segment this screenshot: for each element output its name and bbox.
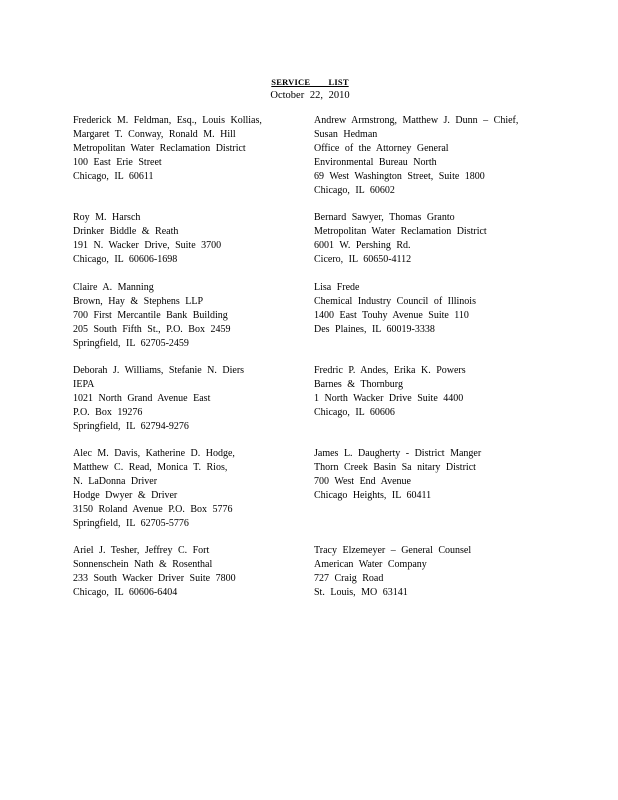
entry-line: Bernard Sawyer, Thomas Granto <box>314 212 455 223</box>
entry-line: N. LaDonna Driver <box>73 476 158 487</box>
entry-line: Margaret T. Conway, Ronald M. Hill <box>73 129 236 140</box>
entry-line: Tracy Elzemeyer – General Counsel <box>314 545 472 556</box>
service-entry-williams <box>73 364 298 434</box>
entry-line: Barnes & Thornburg <box>314 379 403 390</box>
entry-line: IEPA <box>73 379 95 390</box>
entry-line: James L. Daugherty - District Manger <box>314 448 482 459</box>
entry-line: Chicago Heights, IL 60411 <box>314 490 432 501</box>
entry-line: Cicero, IL 60650-4112 <box>314 254 412 265</box>
service-entry-armstrong <box>314 114 554 198</box>
entry-line: Claire A. Manning <box>73 282 154 293</box>
entry-line: 233 South Wacker Driver Suite 7800 <box>73 573 236 584</box>
entry-line: P.O. Box 19276 <box>73 407 143 418</box>
entry-line: Environmental Bureau North <box>314 157 437 168</box>
service-list-header <box>240 76 380 102</box>
entry-line: Roy M. Harsch <box>73 212 141 223</box>
service-entry-frede <box>314 281 554 337</box>
entry-line: 6001 W. Pershing Rd. <box>314 240 411 251</box>
entry-line: Chicago, IL 60611 <box>73 171 154 182</box>
entry-line: Chemical Industry Council of Illinois <box>314 296 476 307</box>
entry-line: Metropolitan Water Reclamation District <box>73 143 246 154</box>
page-title: SERVICE LIST <box>271 77 349 87</box>
entry-line: 1 North Wacker Drive Suite 4400 <box>314 393 464 404</box>
entry-line: 700 West End Avenue <box>314 476 411 487</box>
entry-line: 191 N. Wacker Drive, Suite 3700 <box>73 240 222 251</box>
entry-line: Springfield, IL 62794-9276 <box>73 421 189 432</box>
entry-line: Frederick M. Feldman, Esq., Louis Kollias, <box>73 115 262 126</box>
entry-line: St. Louis, MO 63141 <box>314 587 408 598</box>
entry-line: 205 South Fifth St., P.O. Box 2459 <box>73 324 231 335</box>
entry-line: Sonnenschein Nath & Rosenthal <box>73 559 213 570</box>
entry-line: Matthew C. Read, Monica T. Rios, <box>73 462 228 473</box>
entry-line: Fredric P. Andes, Erika K. Powers <box>314 365 466 376</box>
entry-line: Springfield, IL 62705-5776 <box>73 518 189 529</box>
entry-line: Ariel J. Tesher, Jeffrey C. Fort <box>73 545 210 556</box>
entry-line: 1400 East Touhy Avenue Suite 110 <box>314 310 469 321</box>
entry-line: Des Plaines, IL 60019-3338 <box>314 324 435 335</box>
entry-line: Drinker Biddle & Reath <box>73 226 179 237</box>
entry-line: Hodge Dwyer & Driver <box>73 490 178 501</box>
entry-line: Chicago, IL 60602 <box>314 185 395 196</box>
service-entry-andes <box>314 364 554 420</box>
service-entry-tesher <box>73 544 298 600</box>
entry-line: 3150 Roland Avenue P.O. Box 5776 <box>73 504 233 515</box>
service-entry-harsch <box>73 211 298 267</box>
entry-line: 69 West Washington Street, Suite 1800 <box>314 171 485 182</box>
entry-line: Metropolitan Water Reclamation District <box>314 226 487 237</box>
entry-line: 1021 North Grand Avenue East <box>73 393 211 404</box>
entry-line: Thorn Creek Basin Sa nitary District <box>314 462 476 473</box>
service-entry-davis <box>73 447 298 531</box>
service-entry-daugherty <box>314 447 554 503</box>
service-entry-sawyer <box>314 211 554 267</box>
entry-line: Springfield, IL 62705-2459 <box>73 338 189 349</box>
entry-line: Lisa Frede <box>314 282 360 293</box>
entry-line: American Water Company <box>314 559 427 570</box>
entry-line: 700 First Mercantile Bank Building <box>73 310 228 321</box>
entry-line: 727 Craig Road <box>314 573 384 584</box>
service-entry-feldman <box>73 114 298 184</box>
entry-line: Andrew Armstrong, Matthew J. Dunn – Chief, <box>314 115 519 126</box>
entry-line: Susan Hedman <box>314 129 378 140</box>
entry-line: Brown, Hay & Stephens LLP <box>73 296 204 307</box>
entry-line: Deborah J. Williams, Stefanie N. Diers <box>73 365 245 376</box>
document-date: October 22, 2010 <box>270 90 350 101</box>
entry-line: Alec M. Davis, Katherine D. Hodge, <box>73 448 235 459</box>
entry-line: Chicago, IL 60606-1698 <box>73 254 178 265</box>
entry-line: Chicago, IL 60606 <box>314 407 395 418</box>
entry-line: Office of the Attorney General <box>314 143 449 154</box>
service-entry-elzemeyer <box>314 544 554 600</box>
entry-line: Chicago, IL 60606-6404 <box>73 587 178 598</box>
entry-line: 100 East Erie Street <box>73 157 162 168</box>
service-entry-manning <box>73 281 298 351</box>
